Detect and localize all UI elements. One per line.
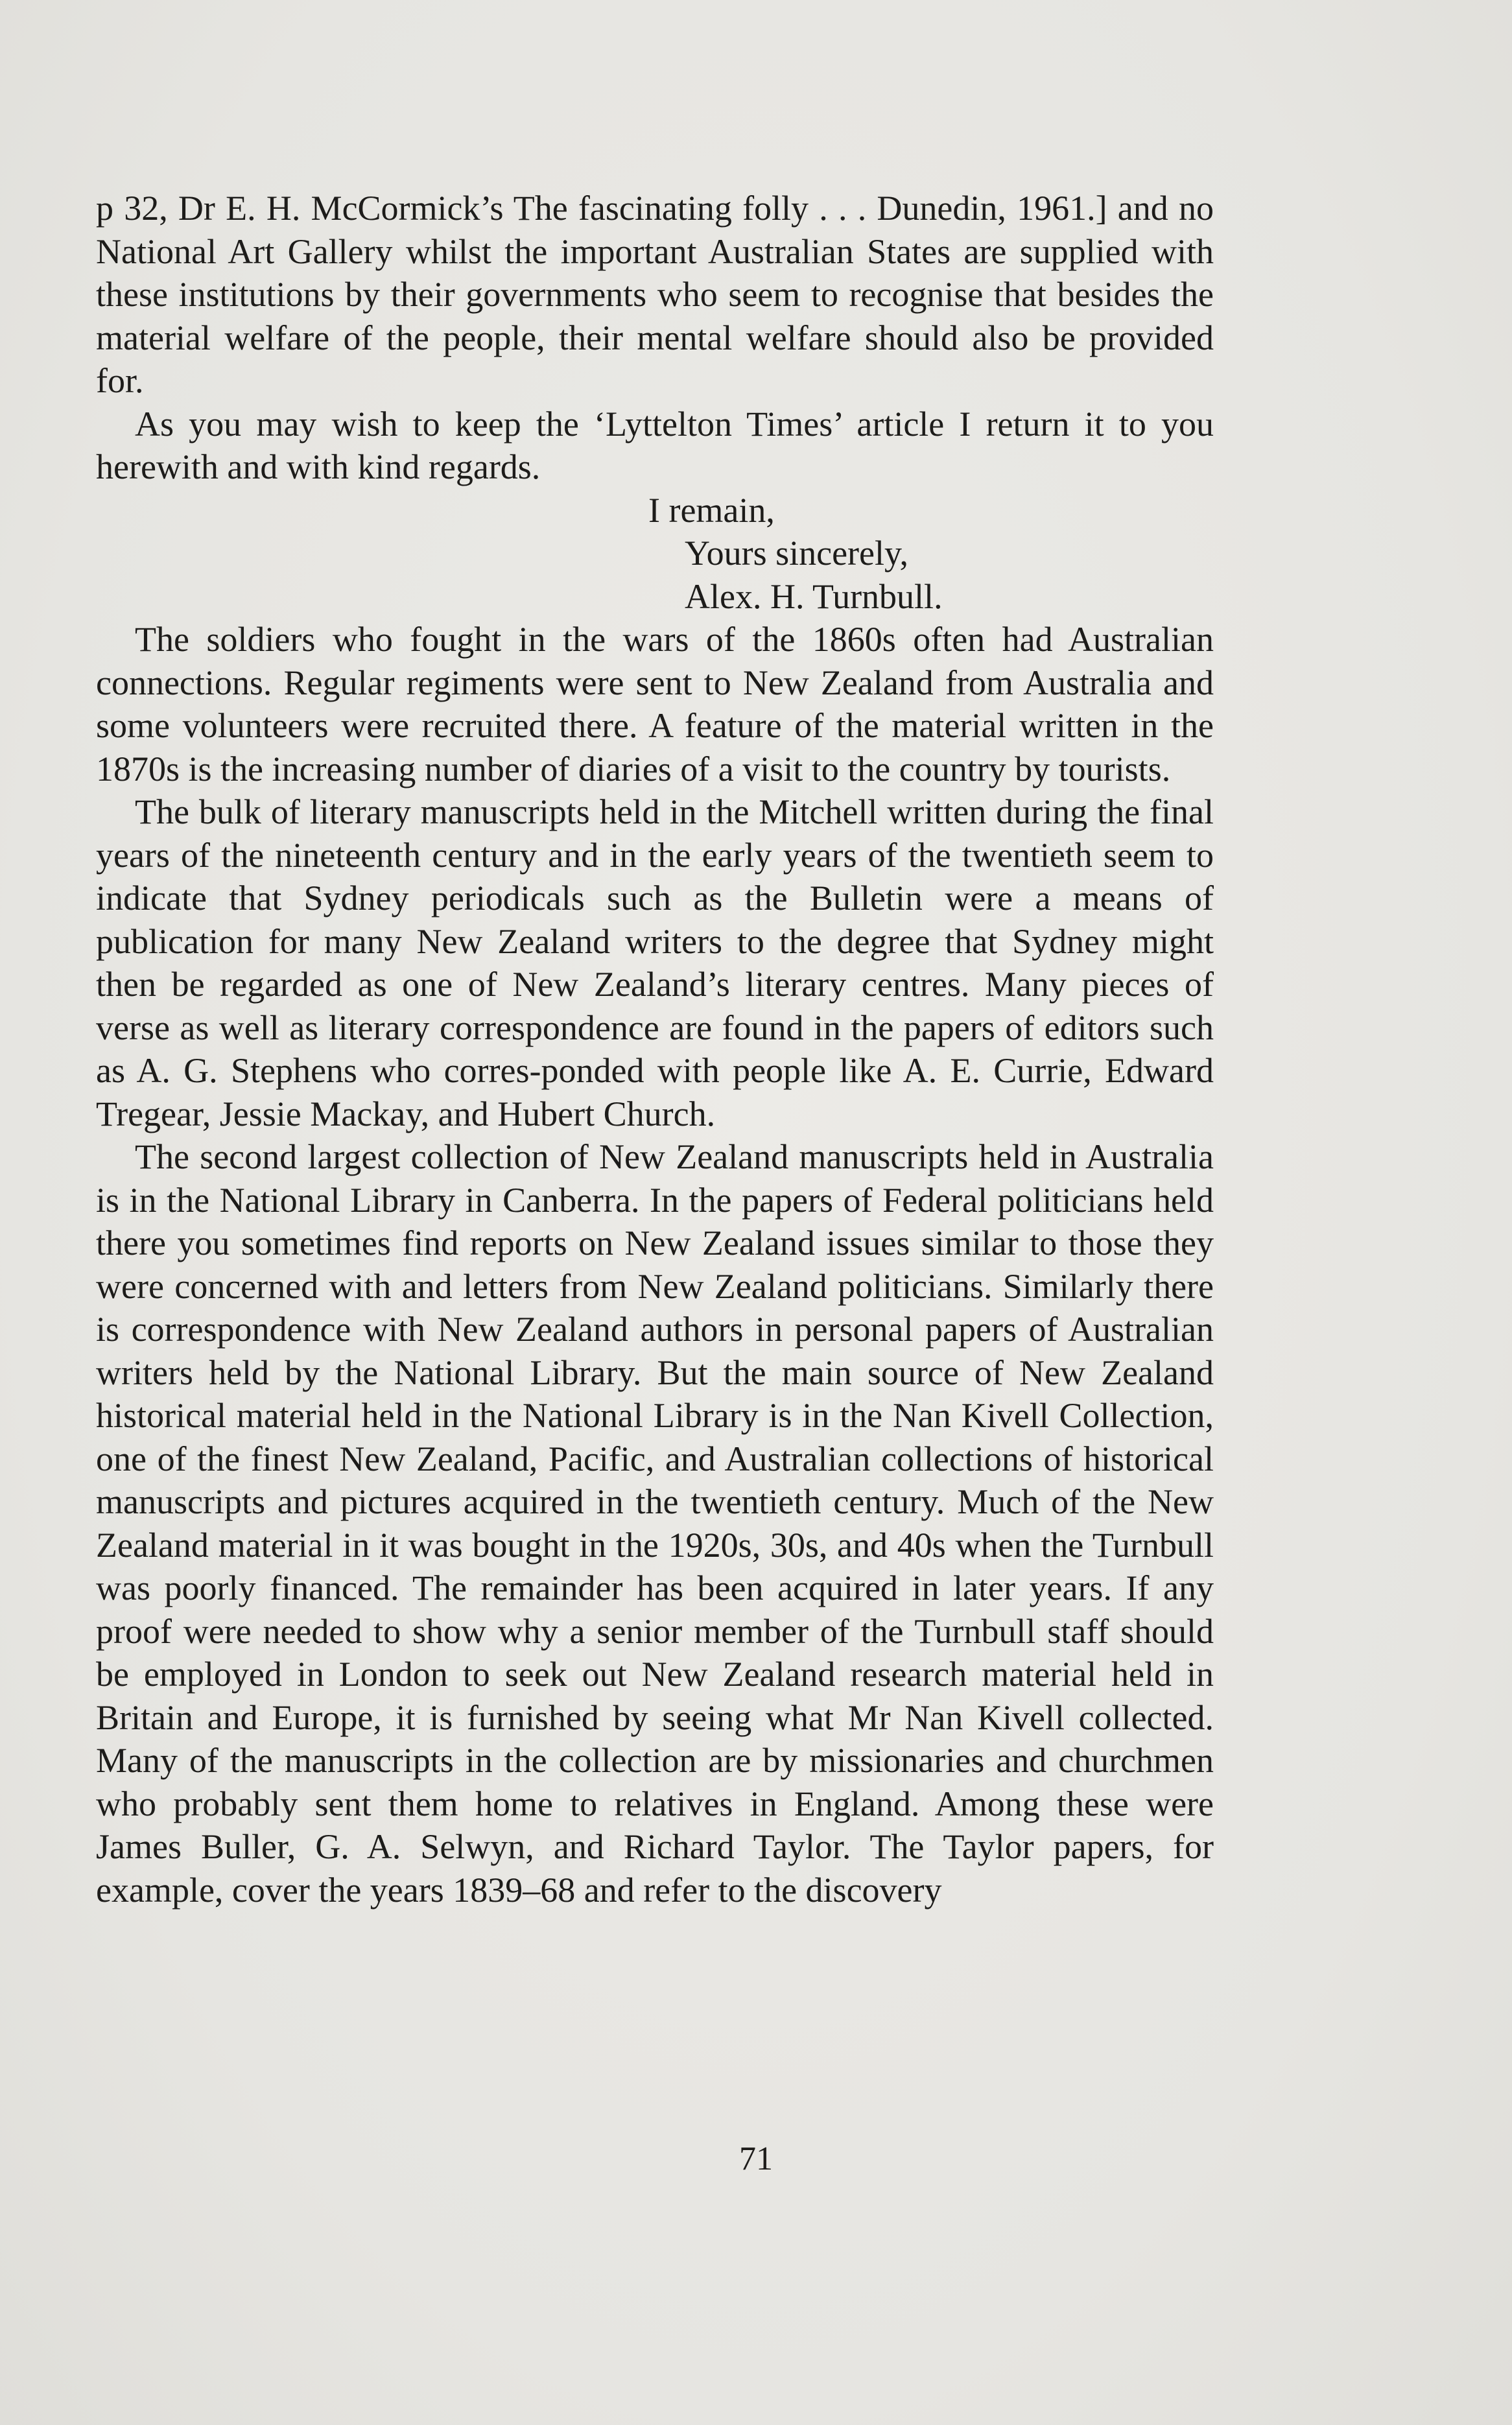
body-paragraph-literary: The bulk of literary manuscripts held in the Mitchell written during the final years of the nineteenth century and in the early years of the twentieth seem to indicate that Sydney periodicals such as the Bulletin were a means of publication for many New Zealand writers to the degree that Sydney might then be regarded as one of New Zealand’s literary centres. Many pieces of verse as well as literary correspondence are found in the papers of editors such as A. G. Stephens who corres-ponded with people like A. E. Currie, Edward Tregear, Jessie Mackay, and Hubert Church.	[96, 792, 1214, 1133]
body-paragraph-soldiers: The soldiers who fought in the wars of the 1860s often had Australian connections. Regular regiments were sent to New Zealand from Australia and some volunteers were recruited there. A feature of the material written in the 1870s is the increasing number of diaries of a visit to the country by tourists.	[96, 620, 1214, 788]
page-text	[96, 187, 1214, 1911]
signoff-signature: Alex. H. Turnbull.	[685, 576, 943, 616]
page-number: 71	[739, 2140, 773, 2177]
signoff-remain: I remain,	[648, 490, 775, 530]
signoff-yours: Yours sincerely,	[685, 534, 908, 573]
letter-closing-paragraph: As you may wish to keep the ‘Lyttelton Times’ article I return it to you herewith and with kind regards.	[96, 404, 1214, 486]
letter-signoff	[96, 489, 1214, 619]
body-paragraph-national-library: The second largest collection of New Zealand manuscripts held in Australia is in the National Library in Canberra. In the papers of Federal politicians held there you sometimes find reports on New Zealand issues similar to those they were concerned with and letters from New Zealand politicians. Similarly there is correspondence with New Zealand authors in personal papers of Australian writers held by the National Library. But the main source of New Zealand historical material held in the National Library is in the Nan Kivell Collection, one of the finest New Zealand, Pacific, and Australian collections of historical manuscripts and pictures acquired in the twentieth century. Much of the New Zealand material in it was bought in the 1920s, 30s, and 40s when the Turnbull was poorly financed. The remainder has been acquired in later years. If any proof were needed to show why a senior member of the Turnbull staff should be employed in London to seek out New Zealand research material held in Britain and Europe, it is furnished by seeing what Mr Nan Kivell collected. Many of the manuscripts in the collection are by missionaries and churchmen who probably sent them home to relatives in England. Among these were James Buller, G. A. Selwyn, and Richard Taylor. The Taylor papers, for example, cover the years 1839–68 and refer to the discovery	[96, 1137, 1214, 1910]
letter-continuation-paragraph: p 32, Dr E. H. McCormick’s The fascinating folly . . . Dunedin, 1961.] and no National Art Gallery whilst the important Australian States are supplied with these institutions by their governments who seem to recognise that besides the material welfare of the people, their mental welfare should also be provided for.	[96, 189, 1214, 400]
